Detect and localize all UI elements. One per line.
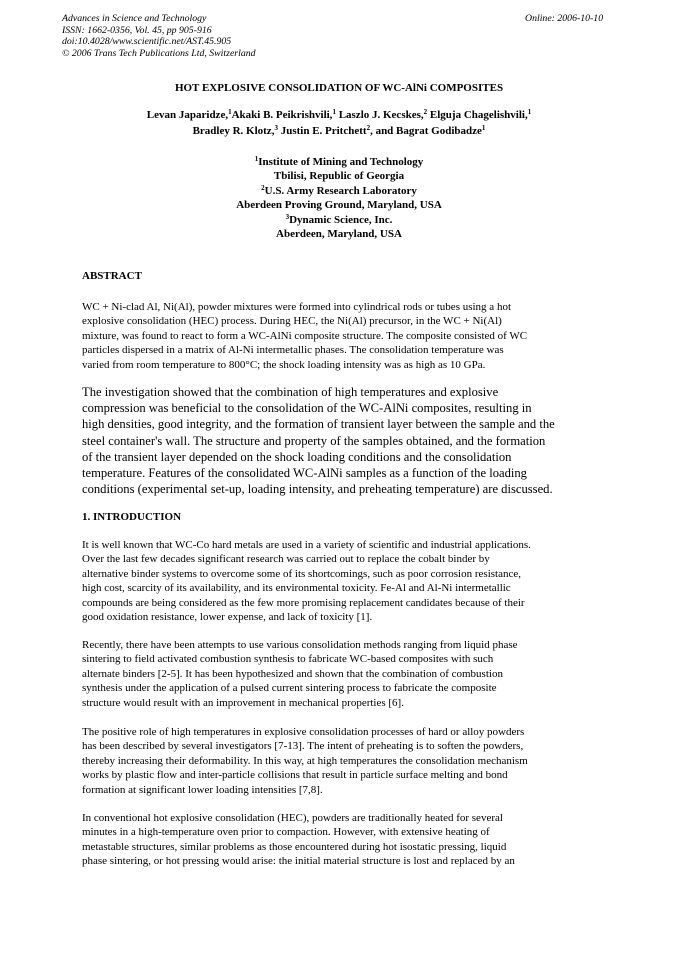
text-line: Recently, there have been attempts to use various consolidation methods ranging from liquid phase xyxy=(82,639,518,651)
author-affiliation-mark: 1 xyxy=(481,124,486,132)
author: , and Bagrat Godibadze xyxy=(370,125,482,137)
author: Levan Japaridze, xyxy=(146,109,229,121)
affiliation-place: Tbilisi, Republic of Georgia xyxy=(273,170,405,183)
text-line: metastable structures, similar problems as those encountered during hot isostatic pressing, liquid xyxy=(82,840,507,853)
text-line: explosive consolidation (HEC) process. During HEC, the Ni(Al) precursor, in the WC + Ni(Al) xyxy=(82,315,502,328)
author-line-1 xyxy=(0,107,678,123)
text-line: In conventional hot explosive consolidation (HEC), powders are traditionally heated for several xyxy=(82,812,503,824)
paper-title: HOT EXPLOSIVE CONSOLIDATION OF WC-AlNi COMPOSITES xyxy=(174,82,504,94)
affiliation-list xyxy=(0,155,678,241)
text-line: high densities, good integrity, and the formation of transient layer between the sample and the xyxy=(82,417,555,432)
text-line: varied from room temperature to 800°C; the shock loading intensity was as high as 10 GPa. xyxy=(82,358,486,371)
text-line: The investigation showed that the combination of high temperatures and explosive xyxy=(82,385,499,399)
affiliation-place: Aberdeen Proving Ground, Maryland, USA xyxy=(236,199,442,212)
online-date: Online: 2006-10-10 xyxy=(525,13,604,24)
text-line: alternative binder systems to overcome some of its shortcomings, such as poor corrosion resistance, xyxy=(82,567,521,580)
affiliation-place: Aberdeen, Maryland, USA xyxy=(276,228,402,241)
text-line: alternate binders [2-5]. It has been hypothesized and shown that the combination of combustion xyxy=(82,667,503,680)
affiliation-name: $^3$Dynamic Science, Inc. xyxy=(285,212,393,226)
journal-doi: doi:10.4028/www.scientific.net/AST.45.905 xyxy=(62,36,232,48)
text-line: conditions (experimental set-up, loading intensity, and preheating temperature) are discussed. xyxy=(82,482,553,497)
author: Laszlo J. Kecskes, xyxy=(338,109,424,121)
text-line: The positive role of high temperatures in explosive consolidation processes of hard or alloy powders xyxy=(82,726,525,738)
author-list xyxy=(0,107,678,139)
affiliation-number: 1 xyxy=(254,155,259,163)
intro-paragraph-1 xyxy=(82,538,597,624)
text-line: works by plastic flow and inter-particle collisions that result in particle surface melting and bond xyxy=(82,769,508,782)
affiliation-name: $^2$U.S. Army Research Laboratory xyxy=(261,183,417,197)
author-line-2 xyxy=(0,123,678,139)
text-line: high cost, scarcity of its availability, and its environmental toxicity. Fe-Al and Al-Ni intermetallic xyxy=(82,582,511,595)
text-line: mixture, was found to react to form a WC-AlNi composite structure. The composite consisted of WC xyxy=(82,329,528,342)
text-line: steel container's wall. The structure and property of the samples obtained, and the formation xyxy=(82,433,546,448)
author: Bradley R. Klotz, xyxy=(192,125,275,137)
text-line: synthesis under the application of a pulsed current sintering process to fabricate the composite xyxy=(82,682,497,695)
abstract-heading: ABSTRACT xyxy=(82,270,142,282)
affiliation-number: 3 xyxy=(285,212,290,221)
text-line: compounds are being considered as the few more promising replacement candidates because of their xyxy=(82,596,525,609)
text-line: of the transient layer depended on the shock loading conditions and the consolidation xyxy=(82,449,512,464)
text-line: minutes in a high-temperature oven prior to compaction. However, with extensive heating of xyxy=(82,826,490,839)
text-line: particles dispersed in a matrix of Al-Ni intermetallic phases. The consolidation temperature was xyxy=(82,344,504,357)
text-line: WC + Ni-clad Al, Ni(Al), powder mixtures were formed into cylindrical rods or tubes using a hot xyxy=(82,301,511,313)
text-line: It is well known that WC-Co hard metals are used in a variety of scientific and industrial applications. xyxy=(82,539,531,551)
text-line: compression was beneficial to the consolidation of the WC-AlNi composites, resulting in xyxy=(82,401,532,416)
intro-paragraph-4 xyxy=(82,811,597,869)
author: Elguja Chagelishvili, xyxy=(429,109,528,121)
author-affiliation-mark: 1 xyxy=(228,108,232,116)
intro-paragraph-2 xyxy=(82,638,597,710)
affiliation-name: $^1$Institute of Mining and Technology xyxy=(254,155,424,168)
text-line: Over the last few decades significant research was carried out to replace the cobalt binder by xyxy=(82,553,490,566)
author-affiliation-mark: 1 xyxy=(527,108,532,116)
author-affiliation-mark: 2 xyxy=(366,124,371,132)
text-line: thereby increasing their deformability. In this way, at high temperatures the consolidation mechanism xyxy=(82,754,528,767)
text-line: formation at significant lower loading intensities [7,8]. xyxy=(82,783,323,796)
abstract-paragraph-2 xyxy=(82,384,597,497)
text-line: temperature. Features of the consolidated WC-AlNi samples as a function of the loading xyxy=(82,466,527,481)
journal-header xyxy=(62,13,256,59)
text-line: structure would result with an improvement in mechanical properties [6]. xyxy=(82,696,404,709)
journal-issn: ISSN: 1662-0356, Vol. 45, pp 905-916 xyxy=(62,24,212,36)
author-affiliation-mark: 3 xyxy=(274,124,278,132)
text-line: has been described by several investigators [7-13]. The intent of preheating is to soften the powders, xyxy=(82,740,524,753)
author-affiliation-mark: 1 xyxy=(332,108,336,116)
author-affiliation-mark: 2 xyxy=(423,108,428,116)
introduction-heading: 1. INTRODUCTION xyxy=(82,511,182,523)
affiliation-number: 2 xyxy=(261,183,265,192)
abstract-paragraph-1 xyxy=(82,300,597,372)
journal-copyright: © 2006 Trans Tech Publications Ltd, Switzerland xyxy=(62,47,256,59)
text-line: sintering to field activated combustion synthesis to fabricate WC-based composites with such xyxy=(82,653,494,666)
journal-name: Advances in Science and Technology xyxy=(62,13,207,24)
text-line: good oxidation resistance, lower expense, and lack of toxicity [1]. xyxy=(82,611,373,624)
intro-paragraph-3 xyxy=(82,725,597,797)
author: Akaki B. Peikrishvili, xyxy=(231,109,333,121)
author: Justin E. Pritchett xyxy=(280,125,367,137)
text-line: phase sintering, or hot pressing would arise: the initial material structure is lost and replaced by an xyxy=(82,855,515,868)
